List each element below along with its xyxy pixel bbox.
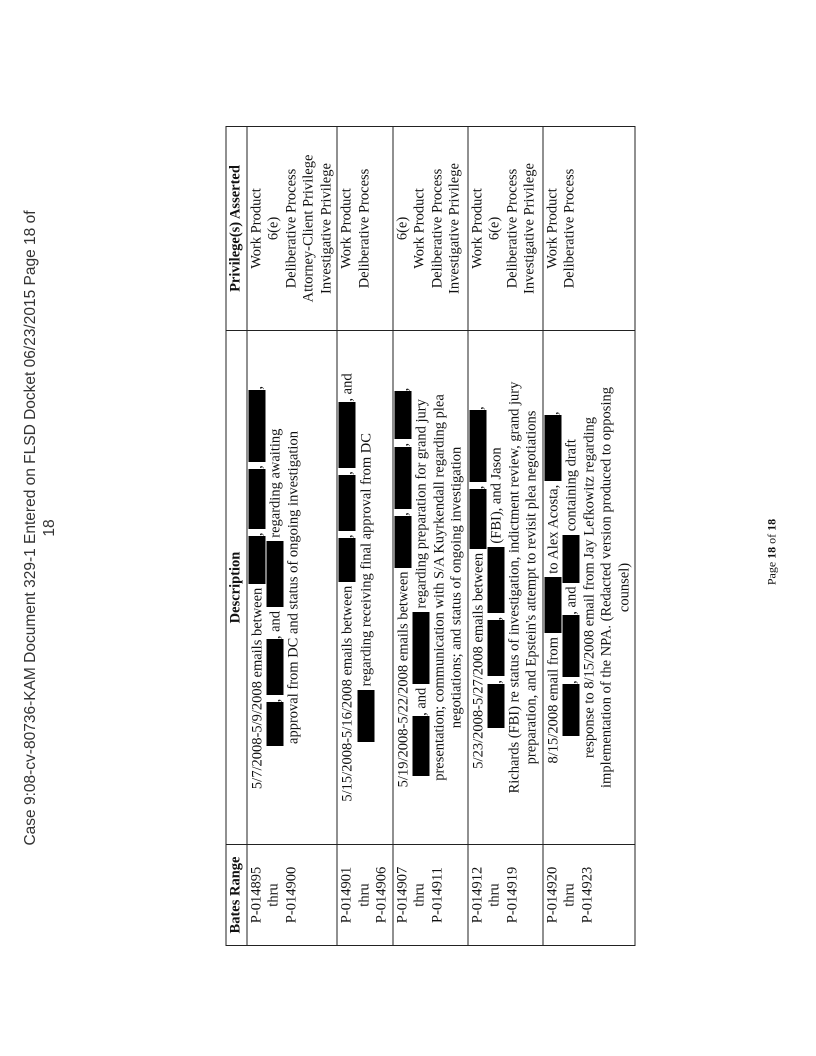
privilege-log-page (226, 126, 651, 946)
description-text: , (249, 385, 265, 390)
privileges-cell (393, 127, 468, 331)
description-text: regarding preparation for grand jury (413, 399, 430, 613)
description-text: 8/15/2008 email from (545, 633, 561, 764)
table-row (468, 127, 543, 946)
redaction-block (394, 516, 411, 568)
page-footer (752, 512, 792, 592)
description-text: , (395, 508, 411, 516)
description-text: counsel) (616, 562, 632, 613)
privilege-item: Deliberative Process (504, 168, 520, 289)
bates-line: thru (561, 883, 578, 907)
redaction-block (267, 639, 284, 695)
description-text: , (545, 411, 561, 416)
redaction-block (267, 541, 284, 607)
description-text: , and (413, 684, 430, 716)
description-text: 5/23/2008-5/27/2008 emails between (470, 549, 486, 769)
page-number-prefix: Page (764, 558, 779, 586)
description-text: , (470, 406, 486, 410)
bates-line: thru (265, 883, 282, 907)
table-header-row (226, 127, 247, 946)
bates-line: P-014906 (373, 866, 390, 924)
redaction-block (413, 612, 430, 684)
redaction-block (357, 690, 374, 742)
table-row (337, 127, 393, 946)
bates-line: P-014900 (283, 866, 299, 924)
description-text: , (563, 676, 580, 684)
table-row (247, 127, 338, 946)
description-cell (468, 331, 543, 845)
description-line (449, 335, 467, 840)
table-row (543, 127, 636, 946)
description-line (524, 335, 542, 840)
case-header-text (21, 210, 59, 845)
bates-line: thru (486, 883, 503, 907)
privilege-item: Work Product (338, 188, 355, 269)
description-text: containing draft (563, 439, 580, 535)
description-line (394, 335, 413, 840)
bates-range-cell (393, 845, 468, 946)
bates-line: P-014923 (579, 866, 595, 924)
redaction-block (339, 538, 356, 582)
description-line (285, 335, 303, 840)
description-text: , (395, 387, 411, 392)
description-line (488, 335, 507, 840)
privileges-cell (337, 127, 393, 331)
bates-line: P-014919 (504, 866, 520, 924)
redaction-block (413, 716, 430, 776)
description-text: 5/15/2008-5/16/2008 emails between (339, 582, 356, 802)
description-text: , and (563, 582, 580, 615)
redaction-block (248, 536, 265, 584)
description-text: implementation of the NPA. (Redacted version produced to opposing (598, 387, 615, 788)
description-text: , and (267, 607, 284, 640)
privilege-item: 6(e) (265, 216, 282, 241)
bates-line: P-014911 (429, 867, 445, 923)
description-text: , (395, 439, 411, 447)
description-text: regarding awaiting (267, 428, 284, 542)
description-text: , (339, 467, 356, 475)
page-number-of: of (764, 530, 779, 547)
privileges-cell (247, 127, 338, 331)
description-text: (FBI), and Jason (488, 447, 505, 548)
column-header-bates: Bates Range (226, 845, 247, 946)
redaction-block (563, 535, 580, 583)
privilege-item: Deliberative Process (429, 168, 445, 289)
privilege-log-table (226, 126, 636, 946)
description-cell (543, 331, 636, 845)
redaction-block (563, 615, 580, 677)
redaction-block (267, 702, 284, 746)
redaction-block (469, 489, 486, 549)
page-number-current: 18 (764, 546, 779, 559)
redaction-block (488, 547, 505, 613)
bates-line: P-014912 (469, 866, 485, 924)
privilege-item: Investigative Privilege (318, 163, 334, 294)
description-line (544, 335, 563, 840)
description-text: , (470, 481, 486, 490)
description-text: response to 8/15/2008 email from Jay Lefkowitz regarding (581, 416, 597, 759)
redaction-block (248, 390, 265, 462)
description-text: presentation; communication with S/A Kuyrkendall regarding plea (431, 394, 447, 781)
description-cell (247, 331, 338, 845)
description-text: , (339, 530, 356, 539)
privilege-item: Investigative Privilege (521, 163, 538, 294)
table-row (393, 127, 468, 946)
redaction-block (394, 391, 411, 439)
description-line (431, 335, 449, 840)
description-line (469, 335, 488, 840)
redaction-block (563, 684, 580, 736)
redaction-block (488, 620, 505, 676)
description-text: approval from DC and status of ongoing investigation (285, 431, 301, 744)
redaction-block (339, 402, 356, 468)
column-header-privileges: Privilege(s) Asserted (226, 127, 247, 331)
description-line (413, 335, 432, 840)
bates-range-cell (247, 845, 338, 946)
description-line (248, 335, 267, 840)
privilege-item: Deliberative Process (283, 168, 299, 289)
description-cell (393, 331, 468, 845)
privileges-cell (468, 127, 543, 331)
bates-line: P-014901 (338, 866, 355, 924)
privilege-item: Work Product (248, 188, 264, 269)
description-cell (337, 331, 393, 845)
privilege-log-body (247, 127, 636, 946)
description-text: preparation, and Epstein's attempt to revisit plea negotiations (523, 410, 540, 765)
description-text: , (488, 676, 505, 684)
bates-line: P-014907 (394, 866, 410, 924)
description-text: 5/7/2008-5/9/2008 emails between (249, 584, 265, 790)
description-text: , (249, 528, 265, 537)
redaction-block (394, 447, 411, 509)
redaction-block (469, 410, 486, 482)
description-text: to Alex Acosta, (545, 481, 561, 578)
bates-line: P-014895 (248, 866, 264, 924)
description-line (616, 335, 634, 840)
bates-range-cell (337, 845, 393, 946)
redaction-block (248, 469, 265, 529)
privilege-item: Work Product (469, 188, 485, 269)
description-line (357, 335, 376, 840)
description-text: , (267, 695, 284, 703)
case-header-line: Case 9:08-cv-80736-KAM Document 329-1 Entered on FLSD Docket 06/23/2015 Page 18 of (22, 210, 39, 846)
bates-line: thru (356, 883, 372, 907)
column-header-description: Description (226, 331, 247, 845)
redaction-block (544, 415, 561, 481)
case-header-page-total: 18 (41, 519, 58, 537)
description-text: , and (339, 373, 356, 402)
description-text: , (488, 613, 505, 621)
description-text: regarding receiving final approval from DC (358, 433, 374, 690)
privilege-item: Deliberative Process (561, 168, 578, 289)
description-line (506, 335, 524, 840)
bates-range-cell (468, 845, 543, 946)
page-number-total: 18 (764, 518, 779, 531)
privilege-item: 6(e) (486, 216, 503, 241)
description-text: negotiations; and status of ongoing investigation (448, 446, 465, 729)
bates-range-cell (543, 845, 636, 946)
description-text: , (249, 461, 265, 469)
redaction-block (488, 684, 505, 728)
document-header (0, 0, 80, 1056)
bates-line: P-014920 (544, 866, 560, 924)
description-line (599, 335, 617, 840)
page-number (765, 519, 780, 585)
privilege-item: Attorney-Client Privilege (300, 154, 317, 303)
privilege-item: Work Product (411, 188, 428, 269)
description-text: 5/19/2008-5/22/2008 emails between (395, 567, 411, 788)
privilege-item: Work Product (544, 188, 560, 269)
description-line (339, 335, 358, 840)
redaction-block (339, 475, 356, 531)
description-line (581, 335, 599, 840)
privilege-item: 6(e) (394, 216, 410, 241)
bates-line: thru (411, 883, 428, 907)
description-line (267, 335, 286, 840)
description-line (563, 335, 582, 840)
privileges-cell (543, 127, 636, 331)
redaction-block (544, 577, 561, 633)
privilege-item: Investigative Privilege (446, 163, 463, 294)
description-text: Richards (FBI) re status of investigation, indictment review, grand jury (506, 381, 522, 794)
privilege-item: Deliberative Process (356, 168, 372, 289)
